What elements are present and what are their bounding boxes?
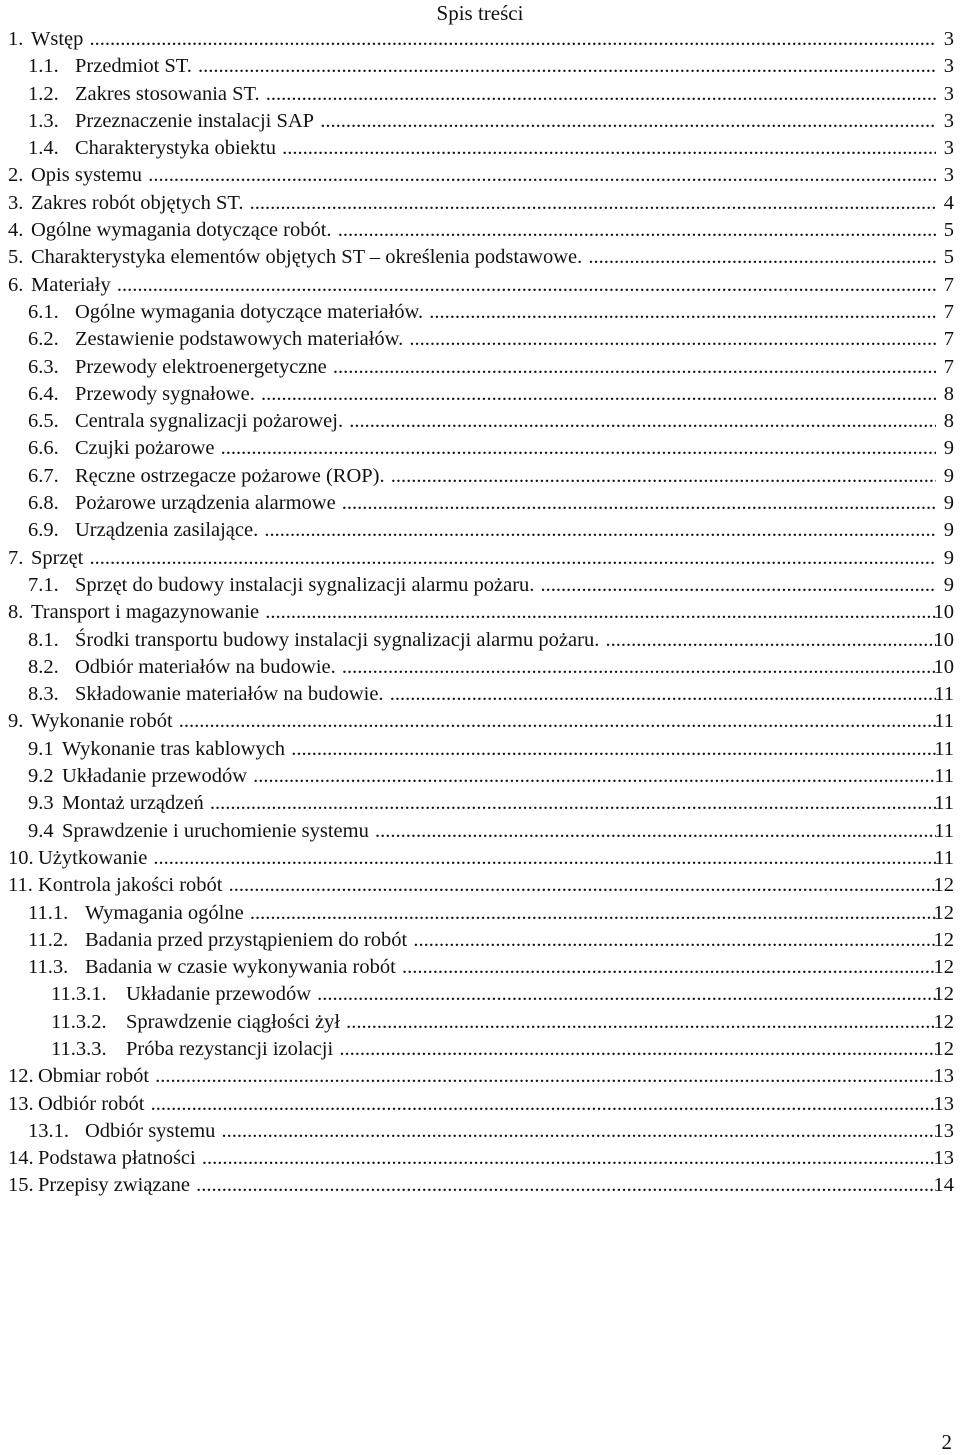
toc-list [0, 26, 960, 1200]
toc-entry-title[interactable]: Przewody sygnałowe. [75, 382, 255, 405]
toc-entry-title[interactable]: Badania w czasie wykonywania robót [85, 956, 396, 979]
toc-entry-page: 3 [943, 164, 954, 187]
toc-entry-number: 8. [8, 601, 24, 624]
toc-entry[interactable] [0, 190, 960, 217]
toc-entry-title[interactable]: Czujki pożarowe [75, 437, 215, 460]
toc-entry-leader [75, 53, 936, 80]
toc-entry-title[interactable]: Obmiar robót [38, 1065, 150, 1088]
toc-entry-page: 12 [933, 901, 954, 924]
toc-entry[interactable] [0, 326, 960, 353]
toc-entry-page: 12 [933, 928, 954, 951]
toc-entry-leader [126, 1036, 936, 1063]
toc-entry[interactable] [0, 763, 960, 790]
toc-entry-number: 8.3. [28, 683, 59, 706]
toc-entry-title[interactable]: Sprzęt do budowy instalacji sygnalizacji alarmu pożaru. [75, 573, 535, 596]
toc-entry-title[interactable]: Przedmiot ST. [75, 55, 192, 78]
toc-entry-number: 9.3 [28, 792, 54, 815]
toc-entry-page: 3 [943, 82, 954, 105]
toc-entry-number: 6. [8, 273, 24, 296]
toc-entry-number: 6.6. [28, 437, 59, 460]
toc-entry-number: 9.4 [28, 819, 54, 842]
toc-entry-page: 7 [943, 328, 954, 351]
toc-entry-leader [38, 1063, 936, 1090]
toc-entry-number: 6.5. [28, 410, 59, 433]
toc-entry-page: 3 [943, 137, 954, 160]
toc-entry-page: 9 [943, 519, 954, 542]
toc-entry-number: 5. [8, 246, 24, 269]
toc-entry-page: 4 [943, 191, 954, 214]
toc-entry-page: 9 [943, 573, 954, 596]
toc-entry-number: 6.2. [28, 328, 59, 351]
toc-entry[interactable] [0, 818, 960, 845]
toc-entry[interactable] [0, 517, 960, 544]
toc-entry-title[interactable]: Pożarowe urządzenia alarmowe [75, 492, 336, 515]
toc-entry[interactable] [0, 1145, 960, 1172]
toc-entry-number: 9.1 [28, 737, 54, 760]
toc-entry-page: 10 [933, 655, 954, 678]
toc-entry-leader [75, 517, 936, 544]
toc-entry-title[interactable]: Ogólne wymagania dotyczące materiałów. [75, 300, 424, 323]
toc-entry-page: 13 [933, 1147, 954, 1170]
toc-entry-leader [75, 81, 936, 108]
toc-entry-number: 15. [8, 1174, 34, 1197]
toc-entry-page: 11 [934, 819, 954, 842]
toc-entry-leader [85, 900, 936, 927]
toc-entry-number: 12. [8, 1065, 34, 1088]
toc-entry-leader [31, 190, 936, 217]
toc-entry-title[interactable]: Urządzenia zasilające. [75, 519, 259, 542]
toc-entry-title[interactable]: Układanie przewodów [62, 765, 248, 788]
toc-entry[interactable] [0, 272, 960, 299]
toc-entry-number: 6.3. [28, 355, 59, 378]
toc-entry-leader [62, 763, 936, 790]
toc-entry-title[interactable]: Odbiór systemu [85, 1119, 216, 1142]
toc-entry-leader [38, 1091, 936, 1118]
toc-entry-page: 8 [943, 382, 954, 405]
toc-entry-page: 9 [943, 492, 954, 515]
toc-entry-title[interactable]: Przepisy związane [38, 1174, 190, 1197]
toc-entry-leader [38, 872, 936, 899]
toc-entry-page: 9 [943, 437, 954, 460]
toc-entry[interactable] [0, 736, 960, 763]
toc-entry-number: 4. [8, 219, 24, 242]
toc-entry-leader [85, 927, 936, 954]
toc-entry[interactable] [0, 1009, 960, 1036]
toc-entry-title[interactable]: Wymagania ogólne [85, 901, 244, 924]
toc-entry[interactable] [0, 1036, 960, 1063]
toc-entry[interactable] [0, 244, 960, 271]
toc-entry-leader [75, 326, 936, 353]
toc-entry[interactable] [0, 135, 960, 162]
toc-entry-number: 9. [8, 710, 24, 733]
toc-entry-title[interactable]: Kontrola jakości robót [38, 874, 223, 897]
toc-entry-page: 8 [943, 410, 954, 433]
toc-entry-leader [31, 244, 936, 271]
toc-entry-number: 13.1. [28, 1119, 69, 1142]
toc-entry-number: 11.3.1. [51, 983, 107, 1006]
toc-entry-page: 12 [933, 956, 954, 979]
toc-entry-page: 9 [943, 464, 954, 487]
toc-entry[interactable] [0, 545, 960, 572]
toc-entry-leader [75, 135, 936, 162]
toc-entry-title[interactable]: Badania przed przystąpieniem do robót [85, 928, 408, 951]
toc-entry[interactable] [0, 790, 960, 817]
toc-entry-leader [75, 572, 936, 599]
toc-entry-title[interactable]: Podstawa płatności [38, 1147, 196, 1170]
toc-entry-title[interactable]: Odbiór robót [38, 1092, 145, 1115]
toc-entry-page: 7 [943, 300, 954, 323]
toc-entry-number: 1.4. [28, 137, 59, 160]
toc-entry-leader [31, 599, 936, 626]
toc-entry[interactable] [0, 981, 960, 1008]
toc-entry-leader [75, 354, 936, 381]
toc-entry[interactable] [0, 26, 960, 53]
toc-entry-number: 13. [8, 1092, 34, 1115]
toc-entry[interactable] [0, 845, 960, 872]
toc-entry-title[interactable]: Ręczne ostrzegacze pożarowe (ROP). [75, 464, 385, 487]
toc-entry-leader [31, 545, 936, 572]
toc-entry-number: 1.3. [28, 109, 59, 132]
toc-entry-page: 11 [934, 737, 954, 760]
toc-title: Spis treści [436, 1, 524, 25]
toc-entry-page: 10 [933, 601, 954, 624]
toc-entry-page: 5 [943, 219, 954, 242]
toc-entry-title[interactable]: Materiały [31, 273, 111, 296]
toc-entry-title[interactable]: Centrala sygnalizacji pożarowej. [75, 410, 344, 433]
toc-entry-title[interactable]: Transport i magazynowanie [31, 601, 260, 624]
toc-entry-leader [38, 1145, 936, 1172]
toc-entry-leader [38, 1172, 936, 1199]
toc-entry-leader [126, 1009, 936, 1036]
toc-entry[interactable] [0, 1091, 960, 1118]
toc-entry[interactable] [0, 927, 960, 954]
toc-entry[interactable] [0, 108, 960, 135]
toc-entry-leader [31, 708, 936, 735]
toc-entry-page: 11 [934, 710, 954, 733]
toc-entry-title[interactable]: Ogólne wymagania dotyczące robót. [31, 219, 332, 242]
toc-entry-leader [62, 736, 936, 763]
toc-entry-leader [75, 681, 936, 708]
toc-entry-page: 12 [933, 1010, 954, 1033]
toc-entry-leader [75, 463, 936, 490]
toc-entry-leader [75, 299, 936, 326]
toc-entry[interactable] [0, 81, 960, 108]
toc-entry-page: 13 [933, 1065, 954, 1088]
toc-entry-leader [62, 790, 936, 817]
toc-entry-page: 7 [943, 273, 954, 296]
toc-entry-page: 9 [943, 546, 954, 569]
toc-entry-leader [126, 981, 936, 1008]
toc-entry-title[interactable]: Wykonanie robót [31, 710, 173, 733]
toc-entry-number: 1.1. [28, 55, 59, 78]
toc-entry-title[interactable]: Zestawienie podstawowych materiałów. [75, 328, 404, 351]
toc-entry-leader [62, 818, 936, 845]
toc-entry[interactable] [0, 463, 960, 490]
toc-entry-number: 1. [8, 28, 24, 50]
toc-entry-number: 11. [8, 874, 33, 897]
toc-entry-number: 11.3. [28, 956, 69, 979]
toc-entry[interactable] [0, 627, 960, 654]
toc-entry-leader [75, 490, 936, 517]
toc-entry-title[interactable]: Charakterystyka elementów objętych ST – określenia podstawowe. [31, 246, 583, 269]
toc-entry-title[interactable]: Zakres robót objętych ST. [31, 191, 244, 214]
toc-entry-leader [85, 954, 936, 981]
toc-entry[interactable] [0, 572, 960, 599]
toc-entry[interactable] [0, 408, 960, 435]
toc-entry[interactable] [0, 217, 960, 244]
toc-entry-leader [75, 654, 936, 681]
toc-entry-leader [31, 162, 936, 189]
toc-entry-title[interactable]: Układanie przewodów [126, 983, 312, 1006]
toc-entry-leader [75, 435, 936, 462]
toc-entry-leader [38, 845, 936, 872]
toc-entry-number: 9.2 [28, 765, 54, 788]
toc-entry-number: 6.8. [28, 492, 59, 515]
toc-entry-leader [31, 272, 936, 299]
toc-entry-number: 11.3.2. [51, 1010, 107, 1033]
toc-entry[interactable] [0, 1172, 960, 1199]
toc-entry-page: 12 [933, 983, 954, 1006]
toc-entry-leader [75, 108, 936, 135]
toc-entry[interactable] [0, 299, 960, 326]
toc-entry-number: 6.9. [28, 519, 59, 542]
toc-entry-leader [31, 26, 936, 53]
toc-entry[interactable] [0, 708, 960, 735]
toc-entry-number: 7. [8, 546, 24, 569]
toc-entry[interactable] [0, 954, 960, 981]
toc-entry-title[interactable]: Montaż urządzeń [62, 792, 204, 815]
toc-entry-number: 11.1. [28, 901, 69, 924]
toc-entry[interactable] [0, 599, 960, 626]
toc-entry-title[interactable]: Użytkowanie [38, 846, 148, 869]
toc-entry[interactable] [0, 354, 960, 381]
toc-entry-number: 1.2. [28, 82, 59, 105]
toc-entry-title[interactable]: Składowanie materiałów na budowie. [75, 683, 384, 706]
toc-entry-page: 3 [943, 109, 954, 132]
toc-entry-title[interactable]: Sprawdzenie i uruchomienie systemu [62, 819, 369, 842]
toc-entry-number: 8.2. [28, 655, 59, 678]
toc-entry[interactable] [0, 490, 960, 517]
toc-entry-page: 13 [933, 1092, 954, 1115]
toc-entry-title[interactable]: Sprawdzenie ciągłości żył [126, 1010, 341, 1033]
toc-entry-leader [31, 217, 936, 244]
toc-entry-page: 11 [934, 683, 954, 706]
toc-entry-title[interactable]: Odbiór materiałów na budowie. [75, 655, 336, 678]
toc-entry-number: 8.1. [28, 628, 59, 651]
toc-entry-title[interactable]: Wstęp [31, 28, 84, 50]
page-number: 2 [941, 1430, 952, 1454]
toc-entry-number: 10. [8, 846, 34, 869]
toc-entry[interactable] [0, 900, 960, 927]
toc-entry[interactable] [0, 53, 960, 80]
toc-entry[interactable] [0, 435, 960, 462]
toc-entry-page: 3 [943, 28, 954, 50]
toc-entry-page: 11 [934, 846, 954, 869]
toc-entry-number: 6.1. [28, 300, 59, 323]
toc-entry-title[interactable]: Przeznaczenie instalacji SAP [75, 109, 315, 132]
toc-entry-title[interactable]: Sprzęt [31, 546, 84, 569]
toc-entry-number: 6.4. [28, 382, 59, 405]
toc-entry-title[interactable]: Charakterystyka obiektu [75, 137, 276, 160]
toc-entry[interactable] [0, 381, 960, 408]
toc-entry[interactable] [0, 654, 960, 681]
toc-entry[interactable] [0, 162, 960, 189]
toc-entry-title[interactable]: Próba rezystancji izolacji [126, 1037, 334, 1060]
toc-entry-page: 7 [943, 355, 954, 378]
toc-entry-leader [85, 1118, 936, 1145]
toc-entry-number: 6.7. [28, 464, 59, 487]
toc-entry-leader [75, 627, 936, 654]
toc-entry-page: 14 [933, 1174, 954, 1197]
toc-entry-page: 13 [933, 1119, 954, 1142]
toc-entry-page: 3 [943, 55, 954, 78]
toc-entry-number: 11.2. [28, 928, 69, 951]
toc-entry[interactable] [0, 1063, 960, 1090]
toc-entry[interactable] [0, 681, 960, 708]
toc-entry-page: 11 [934, 792, 954, 815]
toc-entry-title[interactable]: Zakres stosowania ST. [75, 82, 260, 105]
toc-entry-leader [75, 408, 936, 435]
toc-entry-title[interactable]: Przewody elektroenergetyczne [75, 355, 327, 378]
toc-entry-number: 11.3.3. [51, 1037, 107, 1060]
toc-entry-title[interactable]: Środki transportu budowy instalacji sygnalizacji alarmu pożaru. [75, 628, 600, 651]
toc-entry[interactable] [0, 872, 960, 899]
toc-entry-number: 2. [8, 164, 24, 187]
toc-entry-title[interactable]: Opis systemu [31, 164, 143, 187]
toc-entry[interactable] [0, 1118, 960, 1145]
toc-entry-number: 3. [8, 191, 24, 214]
toc-entry-title[interactable]: Wykonanie tras kablowych [62, 737, 286, 760]
toc-entry-page: 5 [943, 246, 954, 269]
toc-entry-page: 11 [934, 765, 954, 788]
toc-entry-page: 10 [933, 628, 954, 651]
toc-entry-page: 12 [933, 1037, 954, 1060]
toc-entry-number: 7.1. [28, 573, 59, 596]
toc-entry-page: 12 [933, 874, 954, 897]
toc-entry-leader [75, 381, 936, 408]
toc-entry-number: 14. [8, 1147, 34, 1170]
